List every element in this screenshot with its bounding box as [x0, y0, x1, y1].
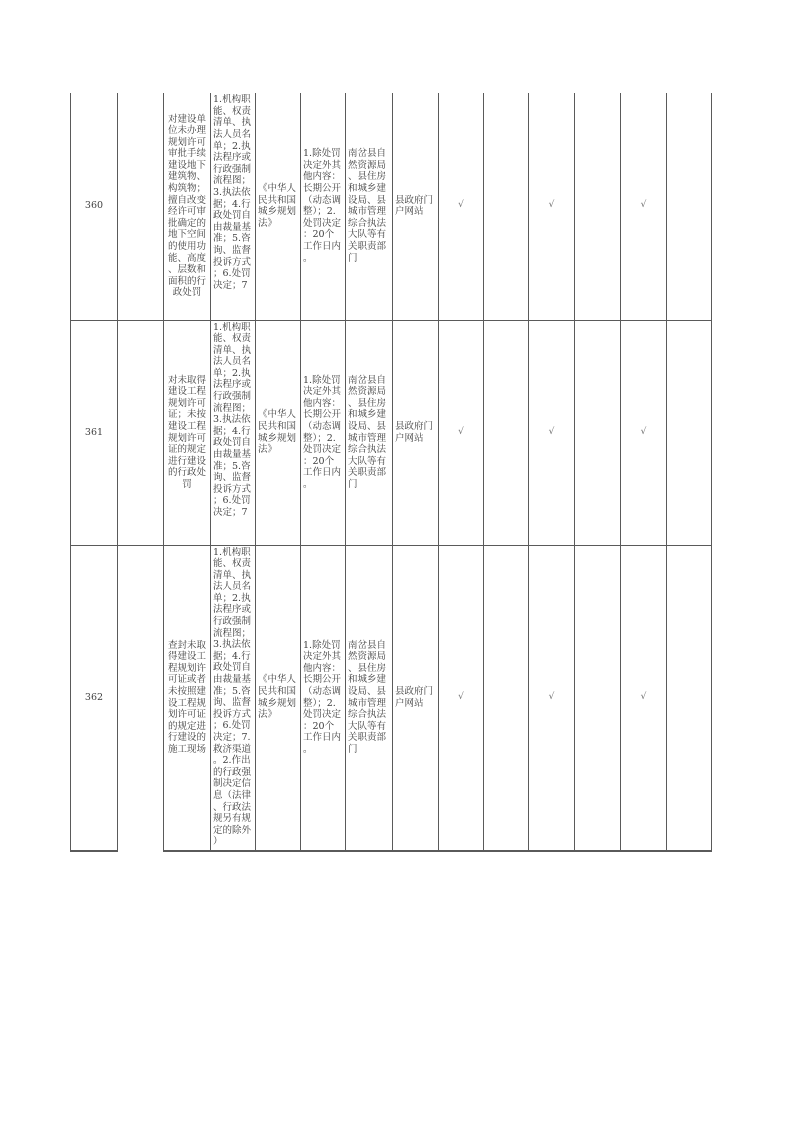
cell-legal-basis: 《中华人民共和国城乡规划法》 [256, 545, 301, 851]
disclosure-table [70, 93, 712, 852]
cell-disclosure-content [211, 93, 256, 320]
disclosure-content-text: 1.机构职能、权责清单、执法人员名单；2.执法程序或行政强制流程图；3.执法依据；4.行政处罚自由裁量基准；5.咨询、监督投诉方式；6.处罚决定；7.救济渠道。2.作出的行政强制决定信息（法律、行政法规另有规定的除外） [213, 546, 252, 848]
cell-responsible-department: 南岔县自然资源局、县住房和城乡建设局、县城市管理综合执法大队等有关职责部门 [346, 320, 393, 545]
cell-legal-basis: 《中华人民共和国城乡规划法》 [256, 320, 301, 545]
cell-item-name: 对建设单位未办理规划许可审批手续建设地下建筑物、构筑物；擅自改变经许可审批确定的地下空间的使用功能、高度、层数和面积的行政处罚 [164, 93, 211, 320]
cell-check-3: √ [529, 93, 575, 320]
spacer-column-cell [118, 93, 164, 320]
cell-disclosure-timing: 1.除处罚决定外其他内容：长期公开（动态调整）；2.处罚决定：20个工作日内。 [301, 545, 346, 851]
cell-check-2 [484, 320, 529, 545]
cell-check-6 [667, 545, 712, 851]
cell-responsible-department: 南岔县自然资源局、县住房和城乡建设局、县城市管理综合执法大队等有关职责部门 [346, 545, 393, 851]
cell-check-6 [667, 93, 712, 320]
cell-disclosure-channel: 县政府门户网站 [393, 320, 439, 545]
cell-check-2 [484, 93, 529, 320]
cell-responsible-department: 南岔县自然资源局、县住房和城乡建设局、县城市管理综合执法大队等有关职责部门 [346, 93, 393, 320]
table-row-362 [71, 545, 712, 851]
cell-legal-basis: 《中华人民共和国城乡规划法》 [256, 93, 301, 320]
table-row-361 [71, 320, 712, 545]
table-row-360 [71, 93, 712, 320]
cell-check-4 [575, 545, 621, 851]
cell-item-name: 对未取得建设工程规划许可证；未按建设工程规划许可证的规定进行建设的行政处罚 [164, 320, 211, 545]
cell-disclosure-content [211, 320, 256, 545]
cell-disclosure-timing: 1.除处罚决定外其他内容：长期公开（动态调整）；2.处罚决定：20个工作日内。 [301, 320, 346, 545]
cell-check-4 [575, 93, 621, 320]
spacer-column-cell [118, 320, 164, 545]
cell-disclosure-timing: 1.除处罚决定外其他内容：长期公开（动态调整）；2.处罚决定：20个工作日内。 [301, 93, 346, 320]
cell-check-1: √ [439, 93, 484, 320]
cell-check-2 [484, 545, 529, 851]
cell-check-1: √ [439, 320, 484, 545]
cell-check-4 [575, 320, 621, 545]
cell-check-5: √ [621, 320, 667, 545]
cell-item-name: 查封未取得建设工程规划许可证或者未按照建设工程规划许可证的规定进行建设的施工现场 [164, 545, 211, 851]
cell-check-1: √ [439, 545, 484, 851]
cell-check-3: √ [529, 545, 575, 851]
cell-disclosure-channel: 县政府门户网站 [393, 93, 439, 320]
disclosure-content-text: 1.机构职能、权责清单、执法人员名单；2.执法程序或行政强制流程图；3.执法依据；4.行政处罚自由裁量基准；5.咨询、监督投诉方式；6.处罚决定；7 [213, 94, 252, 291]
cell-disclosure-channel: 县政府门户网站 [393, 545, 439, 851]
cell-disclosure-content [211, 545, 256, 851]
cell-check-5: √ [621, 545, 667, 851]
cell-check-5: √ [621, 93, 667, 320]
cell-check-6 [667, 320, 712, 545]
cell-row-number: 361 [71, 320, 118, 545]
cell-check-3: √ [529, 320, 575, 545]
cell-row-number: 362 [71, 545, 118, 851]
spacer-column-cell [118, 545, 164, 851]
disclosure-content-text: 1.机构职能、权责清单、执法人员名单；2.执法程序或行政强制流程图；3.执法依据；4.行政处罚自由裁量基准；5.咨询、监督投诉方式；6.处罚决定；7 [213, 321, 252, 518]
cell-row-number: 360 [71, 93, 118, 320]
